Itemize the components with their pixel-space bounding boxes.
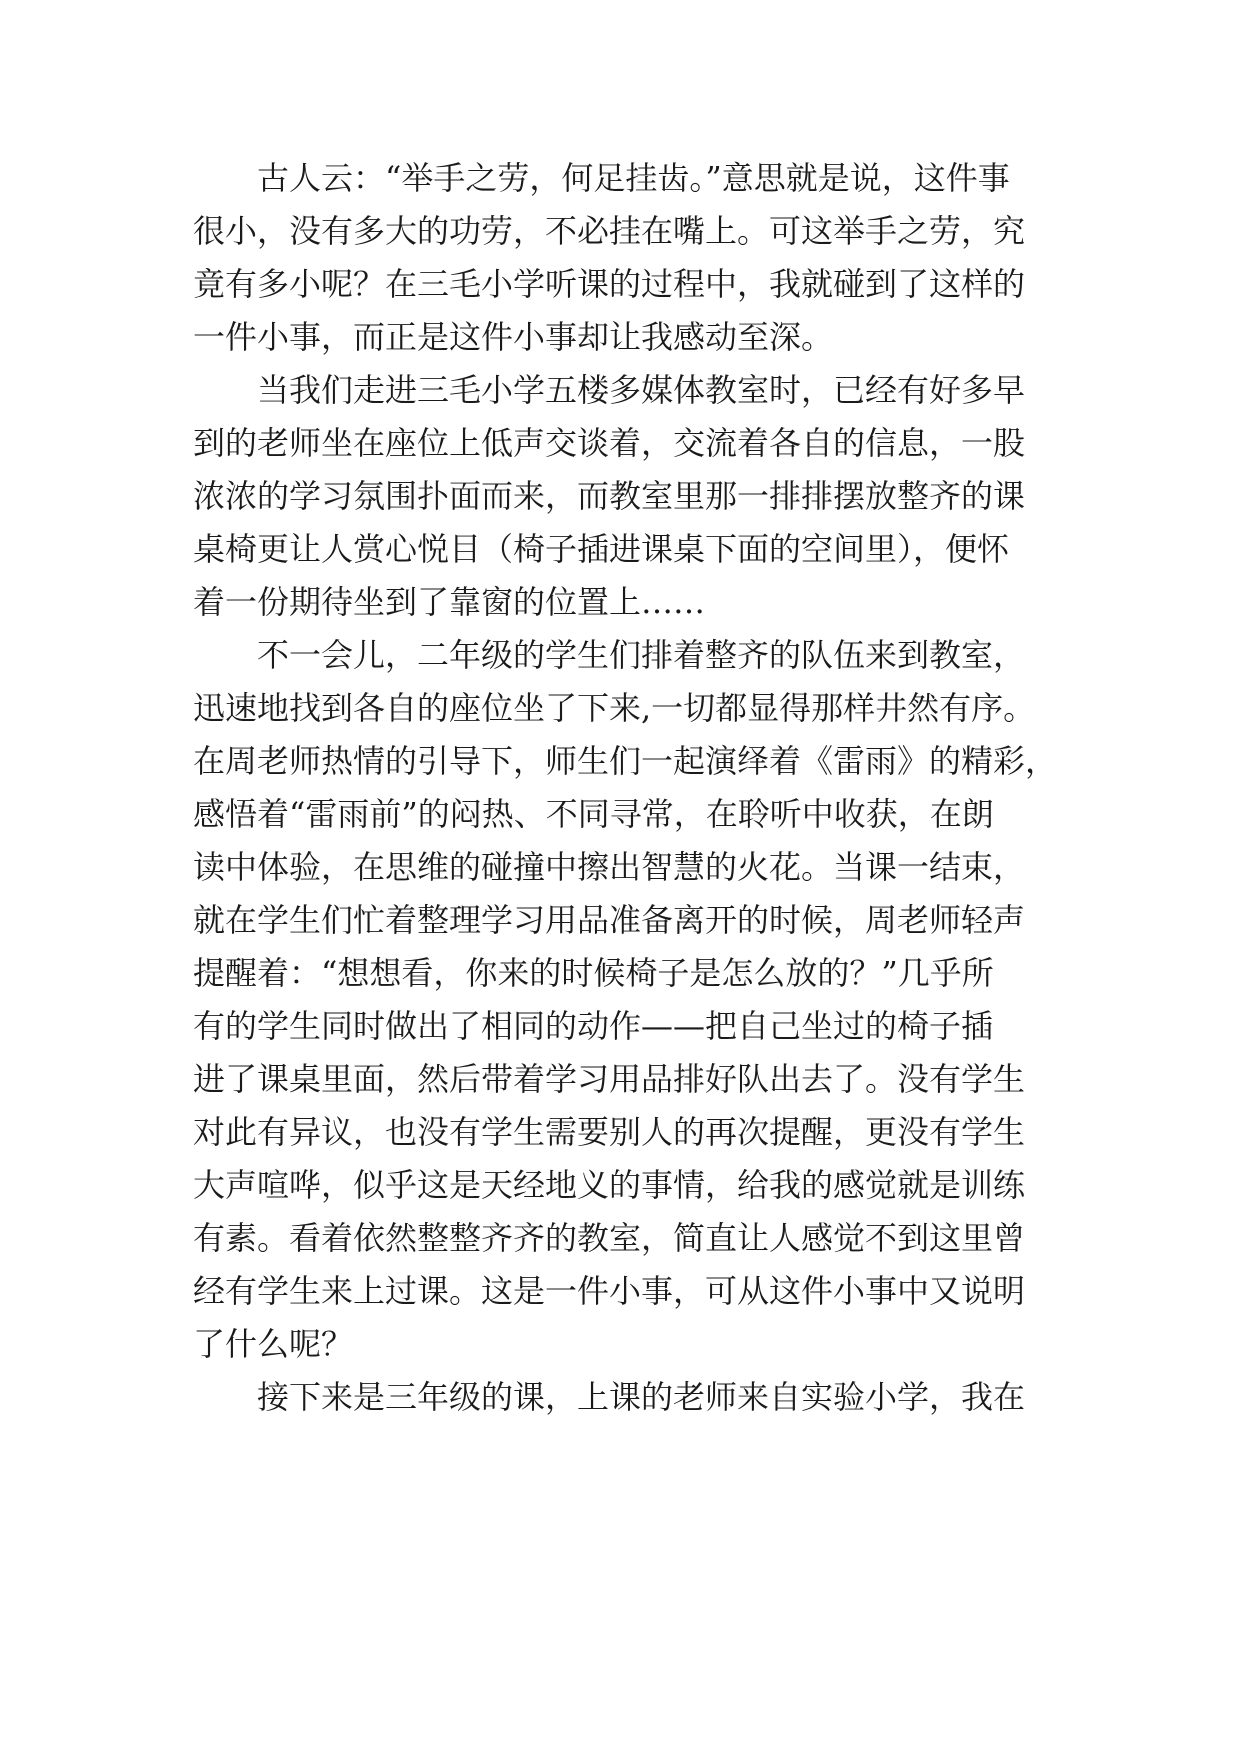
text-line-3: 竟有多小呢？在三毛小学听课的过程中，我就碰到了这样的	[193, 265, 1026, 303]
text-line-24: 接下来是三年级的课，上课的老师来自实验小学，我在	[193, 1378, 1026, 1416]
text-line-14: 读中体验，在思维的碰撞中擦出智慧的火花。当课一结束，	[193, 848, 1026, 886]
text-line-2: 很小，没有多大的功劳，不必挂在嘴上。可这举手之劳，究	[193, 212, 1026, 250]
text-line-23: 了什么呢？	[193, 1325, 354, 1363]
text-line-5: 当我们走进三毛小学五楼多媒体教室时，已经有好多早	[193, 371, 1026, 409]
text-line-16: 提醒着：“想想看，你来的时候椅子是怎么放的？”几乎所	[193, 954, 994, 992]
text-line-22: 经有学生来上过课。这是一件小事，可从这件小事中又说明	[193, 1272, 1026, 1310]
text-line-18: 进了课桌里面，然后带着学习用品排好队出去了。没有学生	[193, 1060, 1026, 1098]
text-line-9: 着一份期待坐到了靠窗的位置上……	[193, 583, 706, 621]
text-line-8: 桌椅更让人赏心悦目（椅子插进课桌下面的空间里），便怀	[193, 530, 1010, 568]
text-line-20: 大声喧哗，似乎这是天经地义的事情，给我的感觉就是训练	[193, 1166, 1026, 1204]
text-line-13: 感悟着“雷雨前”的闷热、不同寻常，在聆听中收获，在朗	[193, 795, 994, 833]
text-line-12: 在周老师热情的引导下，师生们一起演绎着《雷雨》的精彩，	[193, 742, 1058, 780]
text-line-19: 对此有异议，也没有学生需要别人的再次提醒，更没有学生	[193, 1113, 1026, 1151]
text-line-21: 有素。看着依然整整齐齐的教室，简直让人感觉不到这里曾	[193, 1219, 1026, 1257]
text-line-4: 一件小事，而正是这件小事却让我感动至深。	[193, 318, 834, 356]
text-line-1: 古人云：“举手之劳，何足挂齿。”意思就是说，这件事	[193, 159, 1010, 197]
text-line-7: 浓浓的学习氛围扑面而来，而教室里那一排排摆放整齐的课	[193, 477, 1026, 515]
text-line-10: 不一会儿，二年级的学生们排着整齐的队伍来到教室，	[193, 636, 1026, 674]
text-line-15: 就在学生们忙着整理学习用品准备离开的时候，周老师轻声	[193, 901, 1026, 939]
text-line-11: 迅速地找到各自的座位坐了下来,一切都显得那样井然有序。	[193, 689, 1036, 727]
text-line-6: 到的老师坐在座位上低声交谈着，交流着各自的信息，一股	[193, 424, 1026, 462]
text-line-17: 有的学生同时做出了相同的动作——把自己坐过的椅子插	[193, 1007, 994, 1045]
